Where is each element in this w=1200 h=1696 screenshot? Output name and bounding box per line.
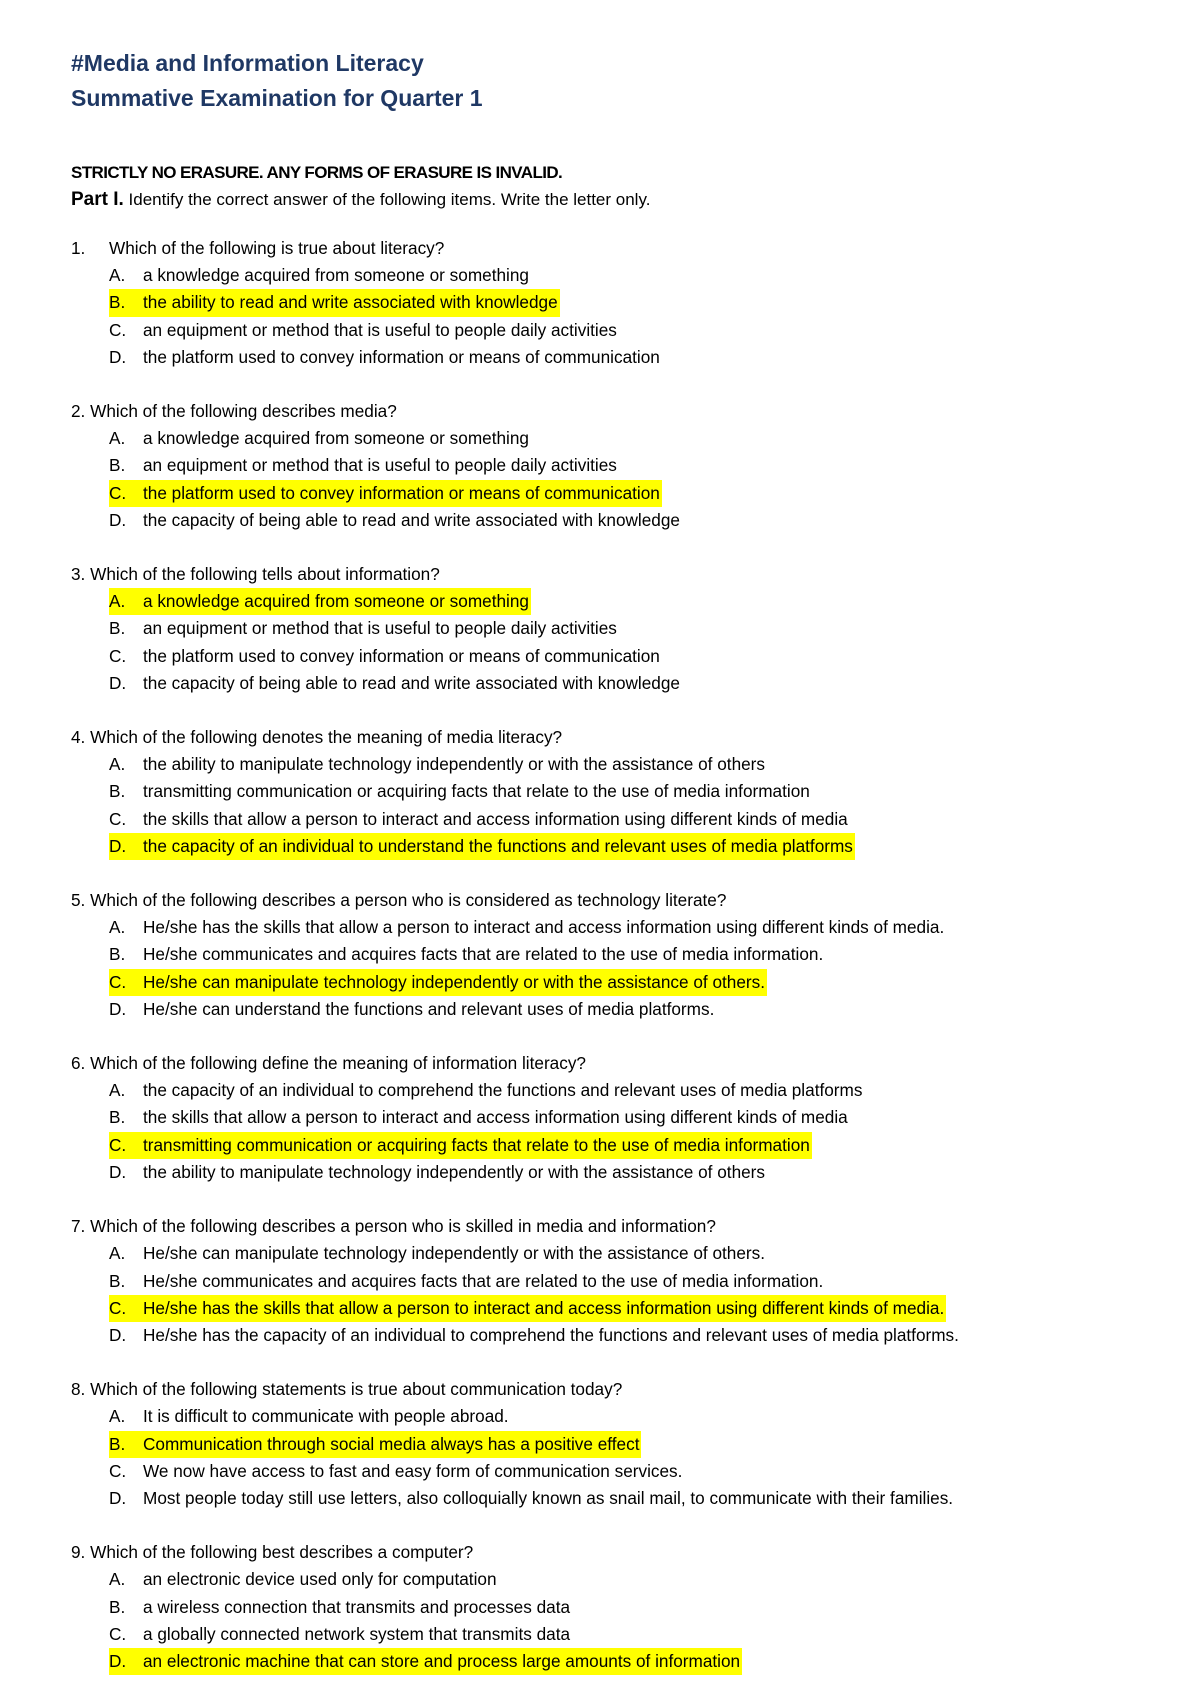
answer-option — [71, 1077, 1140, 1104]
answer-option — [71, 670, 1140, 697]
option-text: a knowledge acquired from someone or something — [143, 428, 529, 449]
question-prompt: Which of the following describes a person who is skilled in media and information? — [90, 1216, 716, 1237]
option-letter: A. — [109, 1569, 126, 1590]
answer-option — [71, 1403, 1140, 1430]
answer-option-highlighted — [71, 1295, 1140, 1322]
question-prompt: Which of the following best describes a computer? — [90, 1542, 474, 1563]
question-text — [71, 235, 1140, 262]
question-item — [71, 1213, 1140, 1349]
option-letter: A. — [109, 754, 126, 775]
answer-options — [71, 1403, 1140, 1512]
option-text: the skills that allow a person to interact and access information using different kinds of media — [143, 808, 848, 829]
answer-option-highlighted — [71, 833, 1140, 860]
answer-option — [71, 317, 1140, 344]
answer-option — [71, 806, 1140, 833]
question-item — [71, 561, 1140, 697]
option-letter: A. — [109, 265, 126, 286]
option-text: He/she can manipulate technology independently or with the assistance of others. — [143, 971, 765, 992]
answer-options — [71, 588, 1140, 697]
question-prompt: Which of the following statements is true about communication today? — [90, 1379, 623, 1400]
question-text — [71, 1213, 1140, 1240]
option-letter: B. — [109, 455, 126, 476]
answer-option — [71, 1268, 1140, 1295]
answer-options — [71, 1077, 1140, 1186]
answer-option — [71, 615, 1140, 642]
answer-option-highlighted — [71, 1431, 1140, 1458]
option-text: the skills that allow a person to interact and access information using different kinds of media — [143, 1107, 848, 1128]
question-text — [71, 398, 1140, 425]
question-prompt: Which of the following tells about information? — [90, 564, 440, 585]
answer-option — [71, 452, 1140, 479]
option-text: He/she can manipulate technology independently or with the assistance of others. — [143, 1243, 765, 1264]
question-number: 2. — [71, 401, 86, 422]
question-item — [71, 1050, 1140, 1186]
option-text: the platform used to convey information or means of communication — [143, 482, 660, 503]
option-letter: A. — [109, 1406, 126, 1427]
option-text: It is difficult to communicate with people abroad. — [143, 1406, 509, 1427]
question-text — [71, 887, 1140, 914]
option-letter: D. — [109, 346, 127, 367]
question-text — [71, 1376, 1140, 1403]
option-letter: C. — [109, 645, 127, 666]
answer-option-highlighted — [71, 1132, 1140, 1159]
option-text: the ability to manipulate technology independently or with the assistance of others — [143, 754, 765, 775]
answer-highlight — [109, 480, 662, 507]
option-letter: C. — [109, 319, 127, 340]
answer-highlight — [109, 1431, 641, 1458]
option-text: an equipment or method that is useful to people daily activities — [143, 319, 617, 340]
option-letter: B. — [109, 1270, 126, 1291]
answer-option — [71, 507, 1140, 534]
answer-highlight — [109, 1648, 742, 1675]
erasure-warning: STRICTLY NO ERASURE. ANY FORMS OF ERASURE IS INVALID. — [71, 163, 563, 182]
option-letter: C. — [109, 1460, 127, 1481]
option-text: Communication through social media always has a positive effect — [143, 1433, 640, 1454]
option-text: the ability to read and write associated with knowledge — [143, 292, 558, 313]
answer-option — [71, 778, 1140, 805]
option-letter: C. — [109, 1623, 127, 1644]
question-item — [71, 1539, 1140, 1675]
answer-highlight — [109, 833, 855, 860]
answer-options — [71, 262, 1140, 371]
option-text: the capacity of being able to read and write associated with knowledge — [143, 672, 680, 693]
answer-option — [71, 1594, 1140, 1621]
answer-option — [71, 1104, 1140, 1131]
question-number: 8. — [71, 1379, 86, 1400]
question-prompt: Which of the following denotes the meaning of media literacy? — [90, 727, 563, 748]
question-number: 3. — [71, 564, 86, 585]
option-text: the capacity of an individual to understand the functions and relevant uses of media platforms — [143, 835, 853, 856]
answer-options — [71, 1566, 1140, 1675]
answer-option — [71, 1322, 1140, 1349]
question-text — [71, 1050, 1140, 1077]
answer-option — [71, 1485, 1140, 1512]
answer-option — [71, 751, 1140, 778]
option-letter: D. — [109, 1487, 127, 1508]
answer-options — [71, 751, 1140, 860]
option-letter: B. — [109, 1596, 126, 1617]
answer-highlight — [109, 969, 767, 996]
answer-option — [71, 262, 1140, 289]
answer-option-highlighted — [71, 289, 1140, 316]
answer-option-highlighted — [71, 588, 1140, 615]
option-letter: D. — [109, 835, 127, 856]
question-list — [71, 235, 1140, 1675]
part-instructions — [71, 186, 1140, 213]
answer-options — [71, 1240, 1140, 1349]
question-text — [71, 1539, 1140, 1566]
option-letter: D. — [109, 1161, 127, 1182]
option-text: a wireless connection that transmits and processes data — [143, 1596, 571, 1617]
option-text: the capacity of an individual to comprehend the functions and relevant uses of media platforms — [143, 1080, 863, 1101]
answer-highlight — [109, 588, 531, 615]
answer-option-highlighted — [71, 969, 1140, 996]
option-letter: C. — [109, 482, 127, 503]
option-letter: D. — [109, 998, 127, 1019]
answer-option-highlighted — [71, 480, 1140, 507]
option-letter: A. — [109, 917, 126, 938]
option-text: an electronic device used only for computation — [143, 1569, 497, 1590]
question-number: 7. — [71, 1216, 86, 1237]
option-text: He/she has the capacity of an individual to comprehend the functions and relevant uses of media platforms. — [143, 1324, 959, 1345]
option-letter: D. — [109, 509, 127, 530]
option-letter: C. — [109, 808, 127, 829]
question-text — [71, 724, 1140, 751]
instructions-text: Identify the correct answer of the following items. Write the letter only. — [123, 190, 651, 209]
option-text: He/she has the skills that allow a person to interact and access information using different kinds of media. — [143, 917, 945, 938]
question-item — [71, 724, 1140, 860]
option-letter: B. — [109, 781, 126, 802]
document-subtitle: Summative Examination for Quarter 1 — [71, 85, 483, 111]
answer-option — [71, 996, 1140, 1023]
option-text: an equipment or method that is useful to people daily activities — [143, 618, 617, 639]
question-number: 9. — [71, 1542, 86, 1563]
answer-option-highlighted — [71, 1648, 1140, 1675]
option-text: Most people today still use letters, also colloquially known as snail mail, to communicate with their families. — [143, 1487, 954, 1508]
option-text: the ability to manipulate technology independently or with the assistance of others — [143, 1161, 765, 1182]
answer-options — [71, 425, 1140, 534]
option-text: a knowledge acquired from someone or something — [143, 591, 529, 612]
option-letter: A. — [109, 591, 126, 612]
option-letter: C. — [109, 1134, 127, 1155]
option-text: He/she has the skills that allow a person to interact and access information using different kinds of media. — [143, 1297, 945, 1318]
answer-option — [71, 914, 1140, 941]
answer-options — [71, 914, 1140, 1023]
question-number: 6. — [71, 1053, 86, 1074]
question-number: 4. — [71, 727, 86, 748]
option-text: He/she communicates and acquires facts that are related to the use of media information. — [143, 1270, 824, 1291]
option-text: the platform used to convey information or means of communication — [143, 645, 660, 666]
document-title: #Media and Information Literacy — [71, 50, 424, 76]
option-text: an equipment or method that is useful to people daily activities — [143, 455, 617, 476]
option-text: the platform used to convey information or means of communication — [143, 346, 660, 367]
question-item — [71, 235, 1140, 371]
option-letter: B. — [109, 1107, 126, 1128]
answer-highlight — [109, 1132, 812, 1159]
option-letter: B. — [109, 1433, 126, 1454]
option-text: He/she can understand the functions and relevant uses of media platforms. — [143, 998, 715, 1019]
part-label: Part I. — [71, 189, 124, 210]
question-item — [71, 398, 1140, 534]
question-item — [71, 1376, 1140, 1512]
option-letter: B. — [109, 292, 126, 313]
question-text — [71, 561, 1140, 588]
option-text: an electronic machine that can store and process large amounts of information — [143, 1650, 741, 1671]
answer-highlight — [109, 289, 560, 316]
option-letter: D. — [109, 672, 127, 693]
answer-option — [71, 1240, 1140, 1267]
answer-option — [71, 1621, 1140, 1648]
option-text: a knowledge acquired from someone or something — [143, 265, 529, 286]
option-letter: D. — [109, 1650, 127, 1671]
answer-option — [71, 643, 1140, 670]
answer-option — [71, 1159, 1140, 1186]
answer-highlight — [109, 1295, 946, 1322]
option-letter: D. — [109, 1324, 127, 1345]
question-prompt: Which of the following is true about literacy? — [109, 238, 445, 258]
option-text: We now have access to fast and easy form of communication services. — [143, 1460, 683, 1481]
option-letter: C. — [109, 1297, 127, 1318]
option-text: He/she communicates and acquires facts that are related to the use of media information. — [143, 944, 824, 965]
option-letter: C. — [109, 971, 127, 992]
option-letter: B. — [109, 618, 126, 639]
option-letter: A. — [109, 1080, 126, 1101]
answer-option — [71, 1458, 1140, 1485]
question-number: 1. — [71, 238, 86, 258]
option-letter: A. — [109, 1243, 126, 1264]
question-prompt: Which of the following describes media? — [90, 401, 397, 422]
answer-option — [71, 344, 1140, 371]
option-letter: A. — [109, 428, 126, 449]
answer-option — [71, 1566, 1140, 1593]
option-letter: B. — [109, 944, 126, 965]
option-text: the capacity of being able to read and write associated with knowledge — [143, 509, 680, 530]
option-text: a globally connected network system that transmits data — [143, 1623, 571, 1644]
answer-option — [71, 425, 1140, 452]
option-text: transmitting communication or acquiring facts that relate to the use of media information — [143, 781, 810, 802]
option-text: transmitting communication or acquiring facts that relate to the use of media information — [143, 1134, 810, 1155]
answer-option — [71, 941, 1140, 968]
question-number: 5. — [71, 890, 86, 911]
question-prompt: Which of the following define the meaning of information literacy? — [90, 1053, 586, 1074]
question-item — [71, 887, 1140, 1023]
question-prompt: Which of the following describes a person who is considered as technology literate? — [90, 890, 727, 911]
